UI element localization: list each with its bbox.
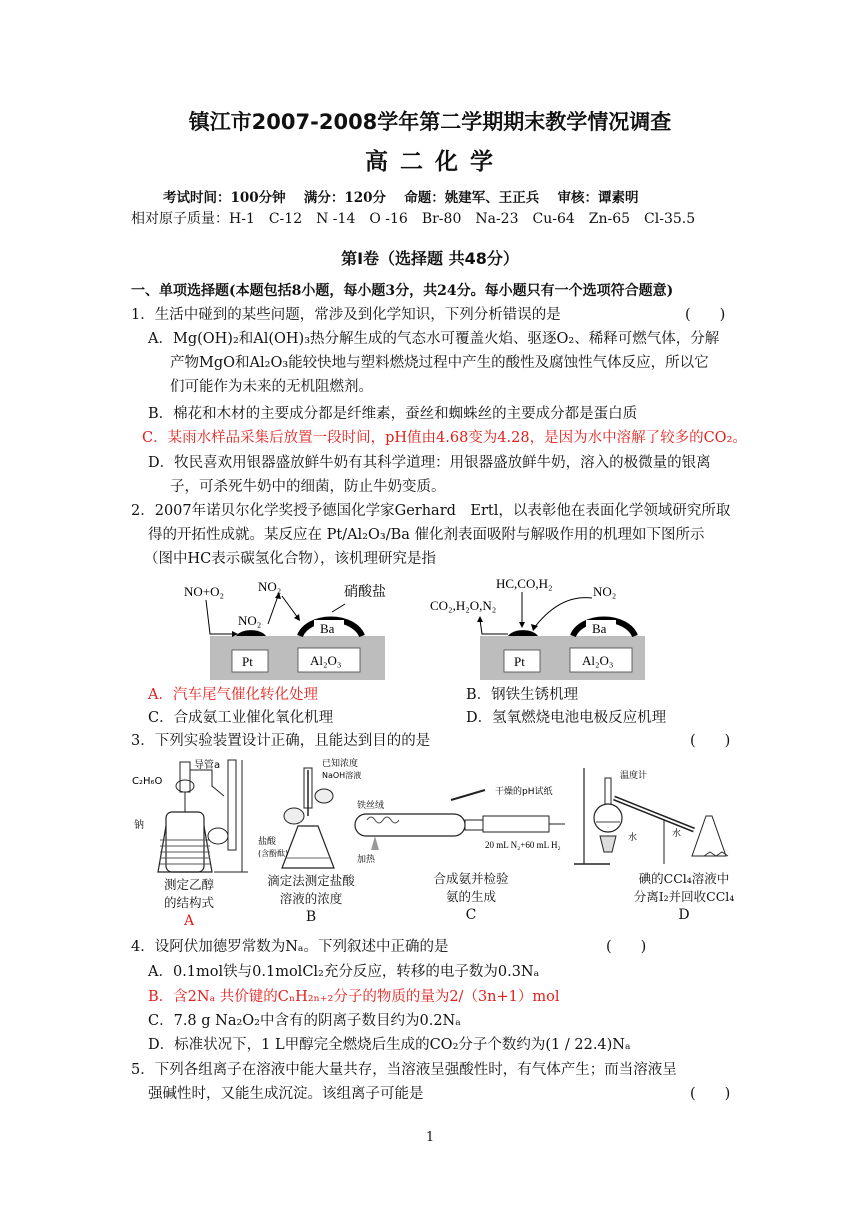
caption-b-line1: 滴定法测定盐酸 <box>267 873 355 888</box>
caption-c <box>406 870 536 924</box>
mechanism-diagram-left <box>180 574 390 684</box>
caption-d-line1: 碘的CCl₄溶液中 <box>638 871 730 886</box>
q1-option-b: B．棉花和木材的主要成分都是纤维素，蚕丝和蜘蛛丝的主要成分都是蛋白质 <box>148 406 638 422</box>
mechanism-diagram-right <box>430 574 650 684</box>
caption-a-letter: A <box>183 913 195 929</box>
q1-option-c: C．某雨水样品采集后放置一段时间，pH值由4.68变为4.28，是因为水中溶解了较多的CO₂。 <box>142 430 747 446</box>
q4-option-a: A．0.1mol铁与0.1molCl₂充分反应，转移的电子数为0.3Nₐ <box>148 964 540 980</box>
label-ba: Ba <box>320 621 335 636</box>
label-gas-mix: 20 mL N₂+60 mL H₂ <box>485 840 561 850</box>
pt-site <box>508 630 538 636</box>
caption-b-letter: B <box>305 909 317 925</box>
q1-option-a-line3: 们可能作为未来的无机阻燃剂。 <box>170 379 373 395</box>
caption-c-letter: C <box>465 907 477 923</box>
label-co2: CO₂,H₂O,N₂ <box>430 598 497 613</box>
q2-stem-line3: （图中HC表示碳氢化合物），该机理研究是指 <box>144 551 436 567</box>
q1-option-a-line1: A．Mg(OH)₂和Al(OH)₃热分解生成的气态水可覆盖火焰、驱逐O₂、稀释可燃气体，分解 <box>148 331 720 347</box>
page-number: 1 <box>425 1130 435 1145</box>
caption-a-line1: 测定乙醇 <box>163 877 214 892</box>
q5-bracket: ( ) <box>690 1086 731 1102</box>
atomic-mass-line: 相对原子质量：H-1 C-12 N -14 O -16 Br-80 Na-23 Cu-64 Zn-65 Cl-35.5 <box>131 211 696 227</box>
q1-bracket: ( ) <box>685 307 726 323</box>
label-al2o3: Al₂O₃ <box>582 653 614 668</box>
label-al2o3: Al₂O₃ <box>310 653 342 668</box>
caption-b <box>246 872 376 926</box>
caption-d-line2: 分离I₂并回收CCl₄ <box>633 889 735 904</box>
label-hcl-line2: (含酚酞) <box>258 849 289 858</box>
label-naoh-line1: 已知浓度 <box>322 759 359 769</box>
label-heat: 加热 <box>357 855 376 865</box>
caption-d <box>614 870 754 924</box>
q2-stem-line1: 2．2007年诺贝尔化学奖授予德国化学家Gerhard Ertl，以表彰他在表面化学领域研究所取 <box>131 503 731 519</box>
label-hc: HC,CO,H₂ <box>496 576 553 591</box>
page-title: 镇江市2007-2008学年第二学期期末教学情况调查 <box>188 110 672 134</box>
label-c2h6o: C₂H₆O <box>132 776 163 787</box>
q4-option-c: C．7.8 g Na₂O₂中含有的阴离子数目约为0.2Nₐ <box>148 1013 461 1029</box>
label-ph-paper: 干燥的pH试纸 <box>495 787 553 797</box>
q2-option-d: D．氢氧燃烧电池电极反应机理 <box>466 710 667 726</box>
q4-option-d: D．标准状况下，1 L甲醇完全燃烧后生成的CO₂分子个数约为(1 / 22.4)Nₐ <box>148 1037 631 1053</box>
apparatus-a <box>130 756 260 874</box>
part1-heading: 一、单项选择题(本题包括8小题，每小题3分，共24分。每小题只有一个选项符合题意) <box>131 283 674 299</box>
label-no2: NO₂ <box>593 584 617 599</box>
subject-title: 高 二 化 学 <box>364 149 496 175</box>
caption-d-letter: D <box>678 907 690 923</box>
label-thermometer: 温度计 <box>620 771 648 781</box>
q1-stem: 1．生活中碰到的某些问题，常涉及到化学知识，下列分析错误的是 <box>131 307 561 323</box>
q2-option-b: B．钢铁生锈机理 <box>466 687 579 703</box>
label-pt: Pt <box>242 654 253 669</box>
q1-option-a-line2: 产物MgO和Al₂O₃能较快地与塑料燃烧过程中产生的酸性及腐蚀性气体反应，所以它 <box>170 355 709 371</box>
caption-a <box>124 876 254 930</box>
q1-option-d-line2: 子，可杀死牛奶中的细菌，防止牛奶变质。 <box>170 479 446 495</box>
pt-site <box>236 630 266 636</box>
caption-c-line2: 氨的生成 <box>445 889 496 904</box>
label-naoh-line2: NaOH溶液 <box>322 771 362 780</box>
label-tube-a: 导管a <box>194 760 221 771</box>
q2-option-a: A．汽车尾气催化转化处理 <box>148 687 318 703</box>
q4-option-b: B．含2Nₐ 共价键的CₙH₂ₙ₊₂分子的物质的量为2/（3n+1）mol <box>148 989 560 1005</box>
label-water-out: 水 <box>628 833 638 843</box>
label-no2-pt: NO₂ <box>238 613 262 628</box>
q2-stem-line2: 得的开拓性成就。某反应在 Pt/Al₂O₃/Ba 催化剂表面吸附与解吸作用的机理如下图所示 <box>148 527 705 543</box>
q3-bracket: ( ) <box>690 733 731 749</box>
q2-option-c: C．合成氨工业催化氧化机理 <box>148 710 334 726</box>
label-iron-wool: 铁丝绒 <box>357 801 385 811</box>
volume-title: 第Ⅰ卷（选择题 共48分） <box>341 249 519 268</box>
caption-b-line2: 溶液的浓度 <box>279 891 343 906</box>
q5-stem-line2: 强碱性时，又能生成沉淀。该组离子可能是 <box>148 1086 424 1102</box>
label-na: 钠 <box>134 820 144 831</box>
label-hcl-line1: 盐酸 <box>258 837 277 847</box>
label-ba: Ba <box>592 621 607 636</box>
caption-a-line2: 的结构式 <box>163 895 214 910</box>
label-water-in: 水 <box>672 829 682 839</box>
q1-option-d-line1: D．牧民喜欢用银器盛放鲜牛奶有其科学道理：用银器盛放鲜牛奶，溶入的极微量的银离 <box>148 455 711 471</box>
q4-bracket: ( ) <box>606 939 647 955</box>
apparatus-c <box>345 776 570 868</box>
apparatus-d <box>574 760 744 872</box>
q4-stem: 4．设阿伏加德罗常数为Nₐ。下列叙述中正确的是 <box>131 939 449 955</box>
label-no2-top: NO₂ <box>258 579 282 594</box>
q5-stem-line1: 5．下列各组离子在溶液中能大量共存，当溶液呈强酸性时，有气体产生；而当溶液呈 <box>131 1062 677 1078</box>
exam-info: 考试时间：100分钟 满分：120分 命题：姚建军、王正兵 审核：谭素明 <box>163 190 639 206</box>
caption-c-line1: 合成氨并检验 <box>433 871 509 886</box>
label-pt: Pt <box>514 654 525 669</box>
label-no-o2: NO+O₂ <box>184 584 225 599</box>
q3-stem: 3．下列实验装置设计正确，且能达到目的的是 <box>131 733 431 749</box>
label-nitrate: 硝酸盐 <box>344 584 386 600</box>
